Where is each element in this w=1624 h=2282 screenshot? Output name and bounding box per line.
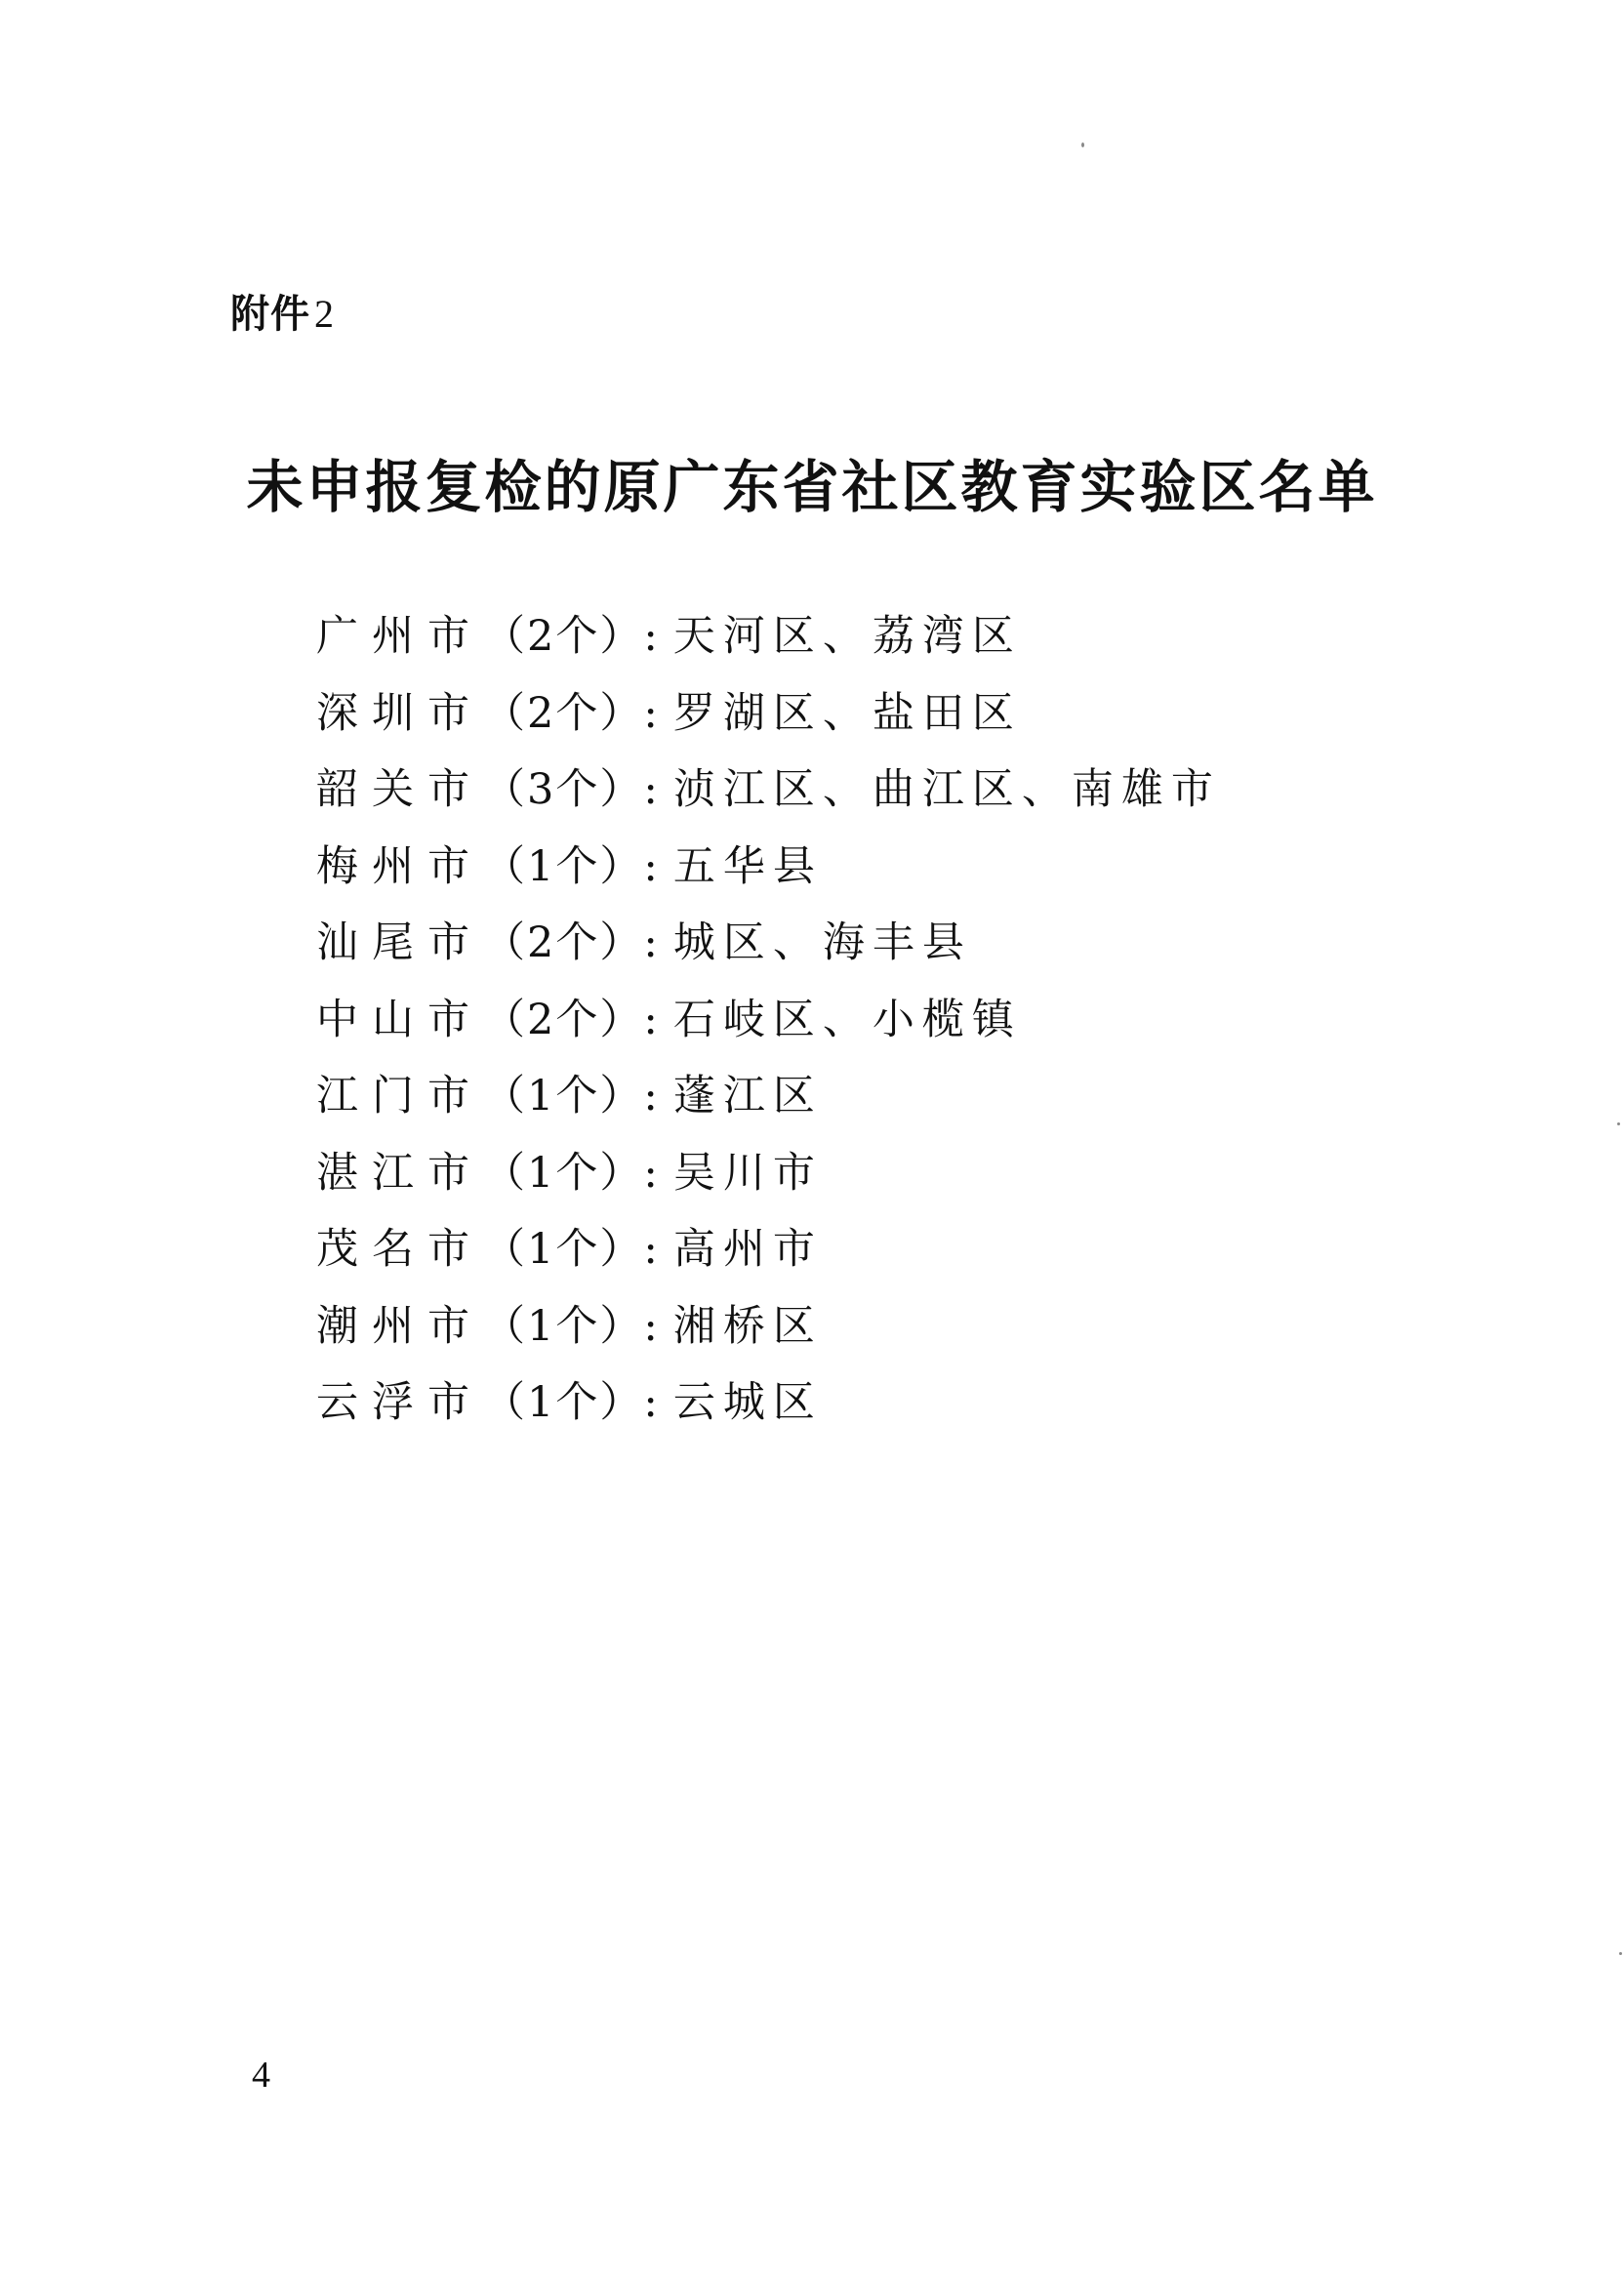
city-name: 潮州市 (316, 1301, 483, 1351)
district-names: 城区、海丰县 (672, 918, 972, 967)
city-name: 韶关市 (316, 765, 483, 814)
district-names: 浈江区、曲江区、南雄市 (672, 765, 1221, 814)
list-item (316, 1220, 1221, 1297)
district-names: 吴川市 (672, 1148, 823, 1198)
district-names: 云城区 (672, 1378, 823, 1427)
list-item (316, 991, 1221, 1068)
scan-speck (1619, 1952, 1622, 1955)
list-item (316, 1297, 1221, 1374)
district-names: 石岐区、小榄镇 (672, 995, 1022, 1044)
list-item (316, 607, 1221, 684)
scan-speck (1081, 143, 1084, 147)
list-item (316, 914, 1221, 991)
district-names: 罗湖区、盐田区 (672, 688, 1022, 738)
district-count: （2个）: (483, 995, 660, 1044)
district-count: （1个）: (483, 1148, 660, 1198)
page-number: 4 (252, 2055, 270, 2096)
district-names: 天河区、荔湾区 (672, 612, 1022, 661)
district-count: （2个）: (483, 688, 660, 738)
city-name: 汕尾市 (316, 918, 483, 967)
district-names: 蓬江区 (672, 1072, 823, 1121)
list-item (316, 684, 1221, 761)
list-item (316, 760, 1221, 837)
district-list (316, 607, 1221, 1450)
city-name: 茂名市 (316, 1225, 483, 1274)
list-item (316, 837, 1221, 915)
district-count: （1个）: (483, 1378, 660, 1427)
list-item (316, 1373, 1221, 1450)
scan-speck (1617, 1122, 1620, 1125)
attachment-number: 2 (314, 292, 335, 336)
district-names: 高州市 (672, 1225, 823, 1274)
district-names: 五华县 (672, 841, 823, 891)
district-count: （1个）: (483, 1301, 660, 1351)
city-name: 深圳市 (316, 688, 483, 738)
city-name: 江门市 (316, 1072, 483, 1121)
district-count: （1个）: (483, 841, 660, 891)
attachment-text: 附件 (230, 292, 310, 337)
city-name: 中山市 (316, 995, 483, 1044)
city-name: 湛江市 (316, 1148, 483, 1198)
district-count: （2个）: (483, 612, 660, 661)
district-count: （3个）: (483, 765, 660, 814)
district-names: 湘桥区 (672, 1301, 823, 1351)
attachment-label (230, 283, 335, 339)
district-count: （1个）: (483, 1225, 660, 1274)
city-name: 云浮市 (316, 1378, 483, 1427)
list-item (316, 1067, 1221, 1144)
city-name: 梅州市 (316, 841, 483, 891)
city-name: 广州市 (316, 612, 483, 661)
list-item (316, 1144, 1221, 1221)
district-count: （2个）: (483, 918, 660, 967)
document-title: 未申报复检的原广东省社区教育实验区名单 (246, 454, 1378, 520)
district-count: （1个）: (483, 1072, 660, 1121)
